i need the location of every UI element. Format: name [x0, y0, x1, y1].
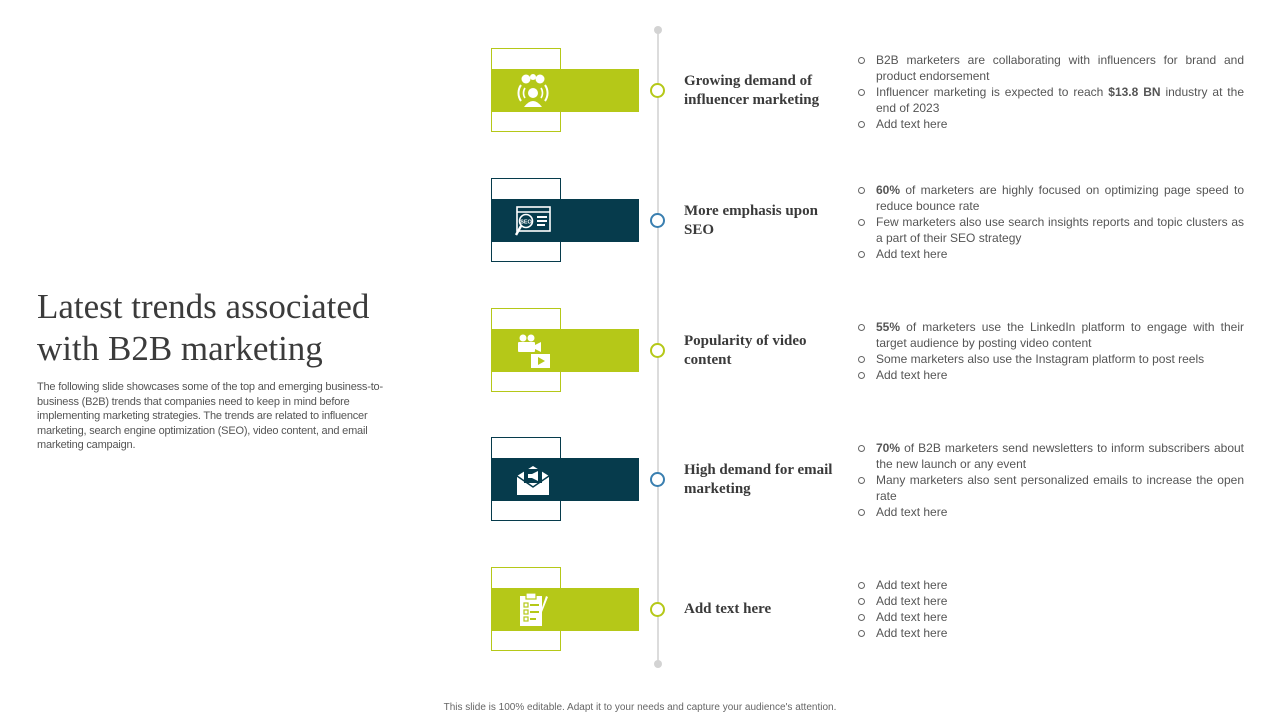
bullet-text: Add text here	[876, 626, 948, 640]
bullet-item	[858, 246, 1244, 262]
bullet-text: Add text here	[876, 505, 948, 519]
bullet-item	[858, 214, 1244, 246]
trend-heading: More emphasis upon SEO	[684, 203, 818, 238]
bullet-text: B2B marketers are collaborating with influencers for brand and product endorsement	[876, 53, 1244, 83]
timeline-dot	[650, 213, 665, 228]
bullet-text: Few marketers also use search insights reports and topic clusters as a part of their SEO strategy	[876, 215, 1244, 245]
trend-heading: Growing demand of influencer marketing	[684, 73, 820, 108]
bullet-text: Add text here	[876, 610, 948, 624]
email-marketing-icon	[513, 458, 553, 501]
bullet-item	[858, 577, 1244, 593]
bullet-text: Influencer marketing is expected to reach	[876, 85, 1109, 99]
trend-item-seo	[0, 178, 1280, 264]
bullet-item	[858, 116, 1244, 132]
bullet-item	[858, 367, 1244, 383]
influencer-icon	[513, 69, 553, 112]
bullet-text: Many marketers also sent personalized emails to increase the open rate	[876, 473, 1244, 503]
bullet-item	[858, 84, 1244, 116]
footer-note: This slide is 100% editable. Adapt it to your needs and capture your audience's attention.	[443, 702, 837, 713]
timeline-start-dot	[654, 26, 662, 34]
bullet-item	[858, 440, 1244, 472]
bullet-item	[858, 625, 1244, 641]
trend-item-email	[0, 437, 1280, 523]
bullet-text: of marketers use the LinkedIn platform to engage with their target audience by posting video content	[876, 320, 1244, 350]
timeline-end-dot	[654, 660, 662, 668]
svg-text:SEO: SEO	[520, 218, 532, 225]
timeline-dot	[650, 602, 665, 617]
trend-heading: Popularity of video content	[684, 333, 807, 368]
bullet-item	[858, 52, 1244, 84]
timeline-dot	[650, 83, 665, 98]
trend-item-video	[0, 308, 1280, 394]
bullet-text: of marketers are highly focused on optimizing page speed to reduce bounce rate	[876, 183, 1244, 213]
trend-bullets	[858, 577, 1244, 641]
bullet-highlight: $13.8 BN	[1108, 85, 1161, 99]
slide-title: Latest trends associated with B2B marketing	[37, 287, 370, 368]
video-camera-icon	[513, 329, 553, 372]
bullet-text: Add text here	[876, 578, 948, 592]
bullet-text: Add text here	[876, 117, 948, 131]
slide-description: The following slide showcases some of the top and emerging business-to-business (B2B) trends that companies need to keep in mind before implementing marketing strategies. The trends are related to influencer marketing, search engine optimization (SEO), video content, and email marketing campaign.	[37, 381, 383, 451]
bullet-item	[858, 319, 1244, 351]
bullet-item	[858, 609, 1244, 625]
bullet-text: Add text here	[876, 594, 948, 608]
trend-item-add-text	[0, 567, 1280, 653]
bullet-highlight: 55%	[876, 320, 901, 334]
bullet-item	[858, 351, 1244, 367]
trend-bullets	[858, 182, 1244, 262]
bullet-highlight: 70%	[876, 441, 901, 455]
bullet-text: of B2B marketers send newsletters to inform subscribers about the new launch or any event	[876, 441, 1244, 471]
bullet-text: Add text here	[876, 368, 948, 382]
seo-icon	[513, 199, 553, 242]
bullet-text: Add text here	[876, 247, 948, 261]
timeline-dot	[650, 472, 665, 487]
bullet-item	[858, 504, 1244, 520]
trend-bullets	[858, 52, 1244, 132]
timeline-dot	[650, 343, 665, 358]
trend-bullets	[858, 319, 1244, 383]
trend-heading: Add text here	[684, 601, 772, 617]
bullet-highlight: 60%	[876, 183, 901, 197]
trend-bullets	[858, 440, 1244, 520]
bullet-item	[858, 472, 1244, 504]
bullet-text: Some marketers also use the Instagram platform to post reels	[876, 352, 1205, 366]
trend-item-influencer	[0, 48, 1280, 134]
bullet-item	[858, 182, 1244, 214]
checklist-icon	[513, 588, 553, 631]
bullet-text: industry at the end of 2023	[876, 85, 1244, 115]
trend-heading: High demand for email marketing	[684, 462, 833, 497]
bullet-item	[858, 593, 1244, 609]
